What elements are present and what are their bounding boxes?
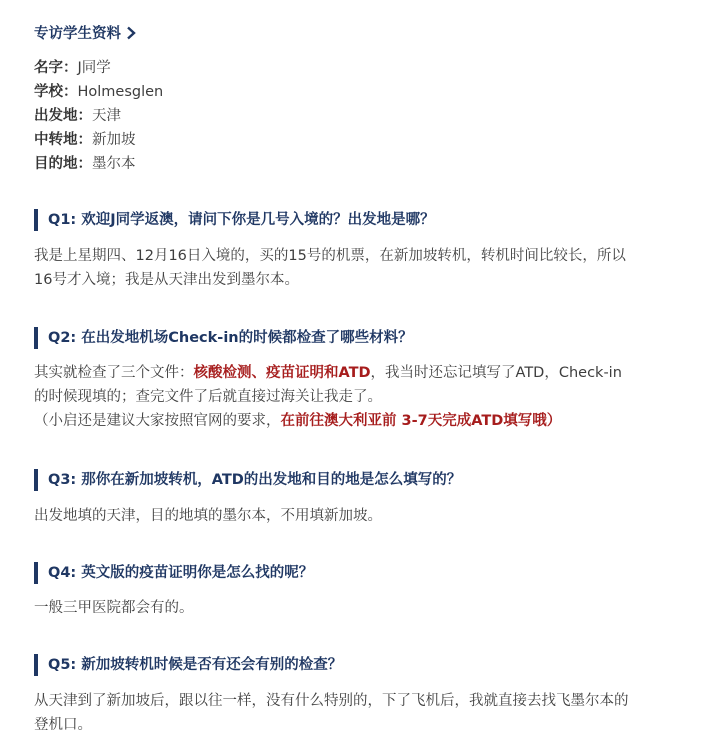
answer-note: （小启还是建议大家按照官网的要求，: [34, 413, 281, 429]
profile-sep: ：: [77, 156, 92, 172]
question-1: Q1: 欢迎J同学返澳，请问下你是几号入境的？出发地是哪？: [34, 209, 682, 231]
answer-1: [34, 244, 686, 292]
answer-highlight: 核酸检测、疫苗证明和ATD: [193, 365, 371, 381]
answer-line: 的时候现填的；查完文件了后就直接过海关让我走了。: [34, 389, 382, 405]
profile-row-transit: [34, 128, 163, 152]
answer-line: 出发地填的天津，目的地填的墨尔本，不用填新加坡。: [34, 508, 382, 524]
profile-row-school: [34, 80, 163, 104]
answer-line: 从天津到了新加坡后，跟以往一样，没有什么特别的，下了飞机后，我就直接去找飞墨尔本的: [34, 693, 629, 709]
answer-line: 我是上星期四、12月16日入境的，买的15号的机票，在新加坡转机，转机时间比较长，所以: [34, 248, 626, 264]
profile-sep: ：: [63, 84, 78, 100]
answer-line: 一般三甲医院都会有的。: [34, 600, 194, 616]
section-link-label: 专访学生资料: [34, 26, 121, 42]
answer-text: ，我当时还忘记填写了ATD，Check-in: [370, 365, 622, 381]
profile-sep: ：: [63, 60, 78, 76]
profile-value: 新加坡: [92, 132, 136, 148]
profile-row-name: [34, 56, 163, 80]
answer-4: [34, 596, 686, 620]
question-5: Q5: 新加坡转机时候是否有还会有别的检查？: [34, 654, 682, 676]
question-3: Q3: 那你在新加坡转机，ATD的出发地和目的地是怎么填写的？: [34, 469, 682, 491]
question-4: Q4: 英文版的疫苗证明你是怎么找的呢？: [34, 562, 682, 584]
profile-block: [34, 56, 163, 176]
profile-key: 出发地: [34, 108, 78, 124]
profile-key: 名字: [34, 60, 63, 76]
profile-value: 天津: [92, 108, 121, 124]
question-2: Q2: 在出发地机场Check-in的时候都检查了哪些材料？: [34, 327, 682, 349]
answer-3: [34, 504, 686, 528]
profile-sep: ：: [77, 132, 92, 148]
answer-line: [34, 361, 686, 385]
chevron-right-icon: [126, 26, 136, 40]
answer-5: [34, 689, 686, 737]
profile-sep: ：: [77, 108, 92, 124]
profile-key: 学校: [34, 84, 63, 100]
profile-value: J同学: [77, 60, 111, 76]
answer-line: 16号才入境；我是从天津出发到墨尔本。: [34, 272, 299, 288]
profile-key: 中转地: [34, 132, 78, 148]
answer-line: [34, 409, 686, 433]
answer-2: [34, 361, 686, 433]
answer-line: 登机口。: [34, 717, 92, 733]
profile-key: 目的地: [34, 156, 78, 172]
profile-row-destination: [34, 152, 163, 176]
answer-highlight: 在前往澳大利亚前 3-7天完成ATD填写哦）: [280, 413, 562, 429]
interviewee-profile-link[interactable]: [34, 22, 136, 43]
profile-value: Holmesglen: [77, 84, 164, 100]
profile-value: 墨尔本: [92, 156, 136, 172]
answer-text: 其实就检查了三个文件：: [34, 365, 194, 381]
profile-row-departure: [34, 104, 163, 128]
